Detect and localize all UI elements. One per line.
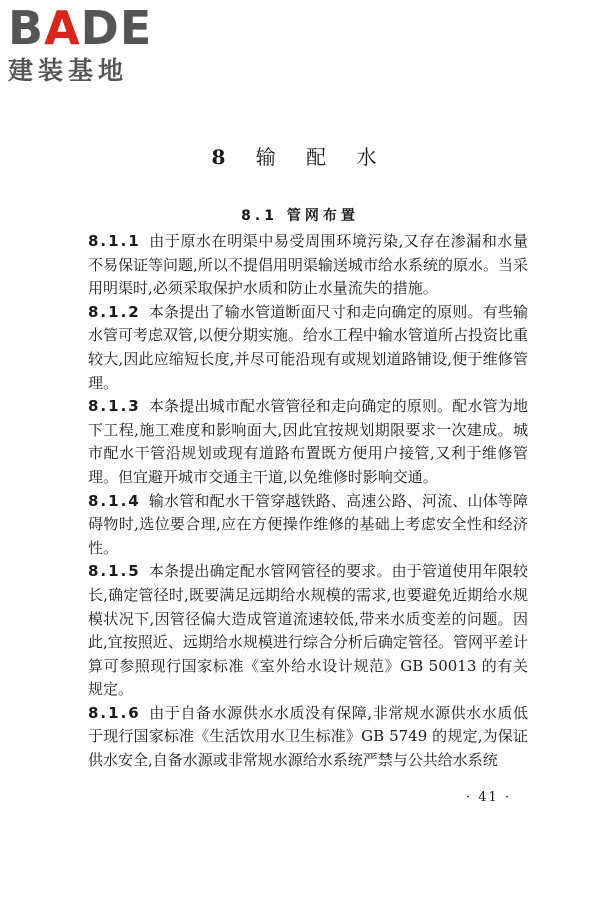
- brand-wordmark: BADE: [8, 1, 153, 55]
- chapter-title: [0, 141, 600, 170]
- clause: [88, 301, 528, 395]
- chapter-name: 输 配 水: [255, 145, 389, 170]
- clause-text: 输水管和配水干管穿越铁路、高速公路、河流、山体等障碍物时,选位要合理,应在方便操作维修的基础上考虑安全性和经济性。: [88, 491, 528, 557]
- clause-text: 本条提出了输水管道断面尺寸和走向确定的原则。有些输水管可考虑双管,以便分期实施。给水工程中输水管道所占投资比重较大,因此应缩短长度,并尽可能沿现有或规划道路铺设,便于维修管理。: [88, 302, 528, 392]
- clause: [88, 490, 528, 561]
- clause-text: 本条提出城市配水管管径和走向确定的原则。配水管为地下工程,施工难度和影响面大,因此宜按规划期限要求一次建成。城市配水干管沿规划或现有道路布置既方便用户接管,又利于维修管理。但宜避开城市交通主干道,以免维修时影响交通。: [88, 397, 528, 486]
- clause-text: 本条提出确定配水管网管径的要求。由于管道使用年限较长,确定管径时,既要满足远期给水规模的需求,也要避免近期给水规模状况下,因管径偏大造成管道流速较低,带来水质变差的问题。因此,宜按照近、远期给水规模进行综合分析后确定管径。管网平差计算可参照现行国家标准《室外给水设计规范》GB 50013 的有关规定。: [88, 562, 528, 699]
- clause-number: 8.1.2: [88, 302, 141, 321]
- brand-logo: [8, 1, 178, 86]
- clause-text: 由于自备水源供水水质没有保障,非常规水源供水水质低于现行国家标准《生活饮用水卫生标准》GB 5749 的规定,为保证供水安全,自备水源或非常规水源给水系统严禁与公共给水系统: [88, 703, 528, 770]
- clause-number: 8.1.4: [88, 491, 141, 510]
- chapter-number: 8: [211, 145, 238, 170]
- clause-number: 8.1.6: [88, 703, 141, 722]
- clause-number: 8.1.3: [88, 397, 141, 416]
- page-number: · 41 ·: [466, 790, 512, 805]
- clause-number: 8.1.5: [88, 562, 141, 581]
- brand-subtitle: 建装基地: [8, 56, 129, 85]
- clause: [88, 230, 528, 301]
- section-name: 管网布置: [286, 207, 359, 224]
- clause: [88, 395, 528, 489]
- clause: [88, 560, 528, 702]
- clause-text: 由于原水在明渠中易受周围环境污染,又存在渗漏和水量不易保证等问题,所以不提倡用明渠输送城市给水系统的原水。当采用明渠时,必须采取保护水质和防止水量流失的措施。: [88, 232, 528, 298]
- section-title: [0, 205, 600, 225]
- clause-number: 8.1.1: [88, 232, 141, 250]
- body-text: [88, 230, 528, 773]
- section-number: 8.1: [241, 207, 278, 224]
- clause: [88, 702, 528, 773]
